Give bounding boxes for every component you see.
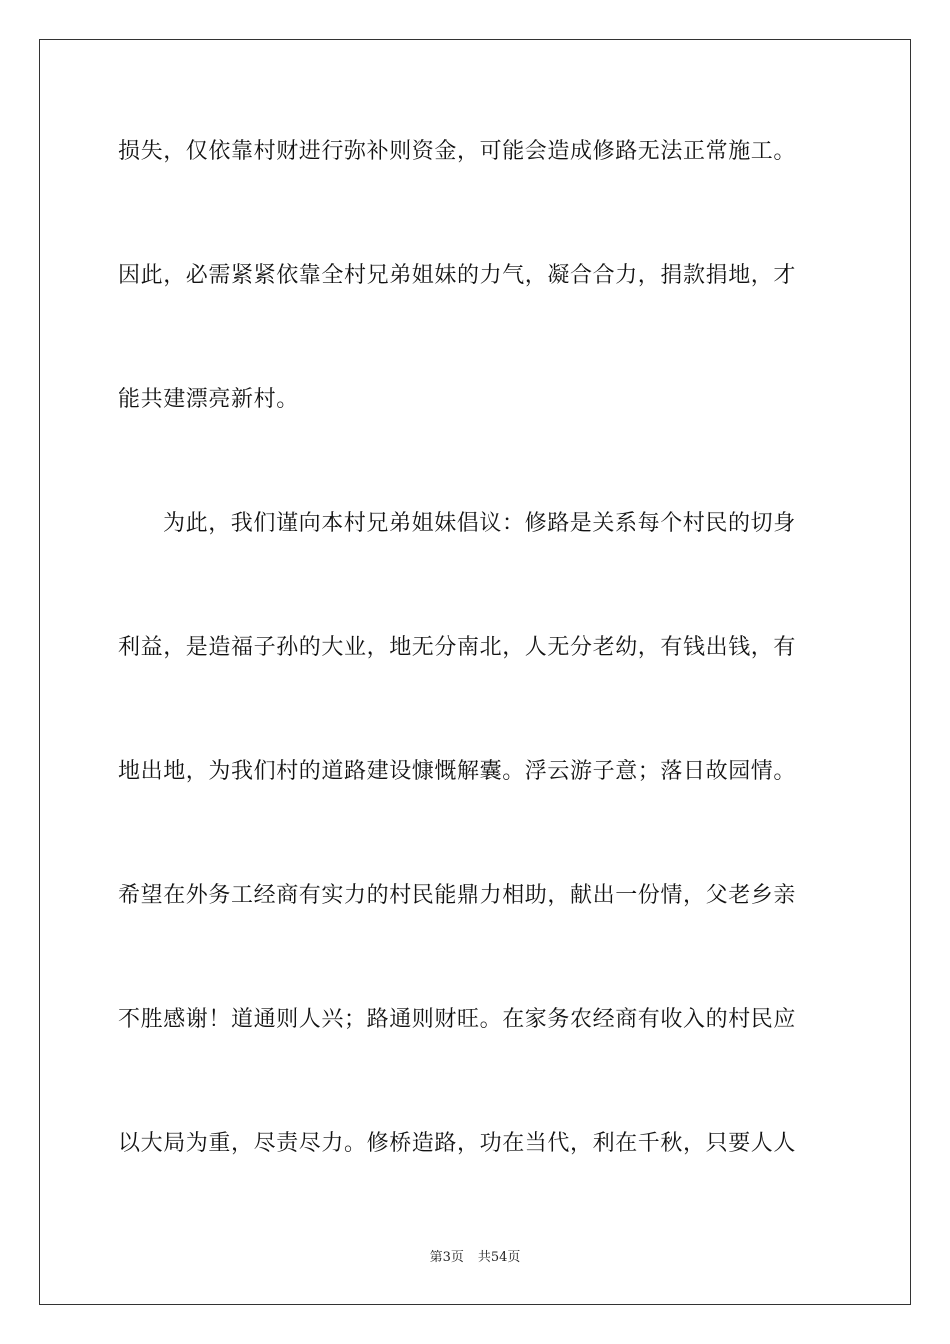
body-text-line-9: 以大局为重，尽责尽力。修桥造路，功在当代，利在千秋，只要人人 (118, 1131, 797, 1156)
body-text-line-8: 不胜感谢！道通则人兴；路通则财旺。在家务农经商有收入的村民应 (118, 1007, 797, 1032)
page-footer (0, 1250, 950, 1266)
body-text-line-6: 地出地，为我们村的道路建设慷慨解囊。浮云游子意；落日故园情。 (118, 759, 797, 784)
body-text-line-7: 希望在外务工经商有实力的村民能鼎力相助，献出一份情，父老乡亲 (118, 883, 797, 908)
page-number-total: 共54页 (477, 1250, 521, 1265)
body-text-line-5: 利益，是造福子孙的大业，地无分南北，人无分老幼，有钱出钱，有 (118, 635, 797, 660)
page-border (39, 39, 911, 1305)
body-text-line-4: 为此，我们谨向本村兄弟姐妹倡议：修路是关系每个村民的切身 (163, 511, 796, 536)
body-text-line-3: 能共建漂亮新村。 (118, 387, 299, 412)
body-text-line-1: 损失，仅依靠村财进行弥补则资金，可能会造成修路无法正常施工。 (118, 139, 797, 164)
body-text-line-2: 因此，必需紧紧依靠全村兄弟姐妹的力气，凝合合力，捐款捐地，才 (118, 263, 797, 288)
page-number-current: 第3页 (429, 1250, 464, 1265)
